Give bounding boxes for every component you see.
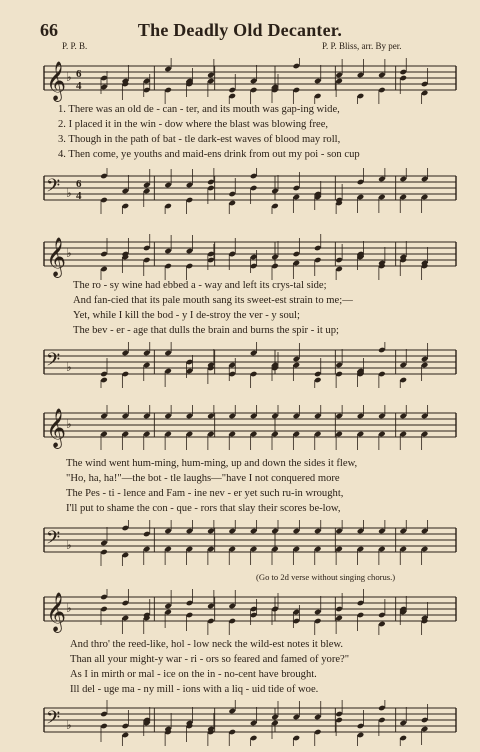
staff-engraving [44, 589, 456, 635]
credit-right: P. P. Bliss, arr. By per. [322, 41, 402, 51]
system-1-treble-staff [0, 58, 480, 104]
system-3-lyric-verse-4: I'll put to shame the con - que - rors that slay their scores be-low, [66, 503, 341, 514]
flat-sign-icon: ♭ [66, 538, 72, 552]
staff-engraving [44, 700, 456, 746]
flat-sign-icon: ♭ [66, 718, 72, 732]
system-4-bass-staff [0, 700, 480, 746]
system-2-bass-staff [0, 342, 480, 388]
system-2-lyric-verse-4: The bev - er - age that dulls the brain and burns the spir - it up; [73, 325, 339, 336]
system-4-lyric-verse-1: And thro' the reed-like, hol - low neck the wild-est notes it blew. [70, 639, 344, 650]
system-1-bass-staff [0, 168, 480, 214]
page-number: 66 [40, 20, 58, 40]
system-3-lyric-verse-2: "Ho, ha, ha!"—the bot - tle laughs—"have I not conquered more [66, 473, 340, 484]
flat-sign-icon: ♭ [66, 360, 72, 374]
treble-clef-icon: 𝄞 [46, 592, 67, 632]
flat-sign-icon: ♭ [66, 246, 72, 260]
treble-clef-icon: 𝄞 [46, 61, 67, 101]
chorus-note: (Go to 2d verse without singing chorus.) [256, 572, 396, 582]
staff-engraving [44, 405, 456, 450]
system-2-lyric-verse-3: Yet, while I kill the bod - y I de-stroy the ver - y soul; [73, 310, 300, 321]
bass-clef-icon: 𝄢 [46, 528, 61, 553]
flat-sign-icon: ♭ [66, 186, 72, 200]
system-2-lyric-verse-2: And fan-cied that its pale mouth sang its sweet-est strain to me;— [73, 295, 353, 306]
system-3-treble-staff [0, 405, 480, 451]
system-1-lyric-verse-1: 1. There was an old de - can - ter, and its mouth was gap-ing wide, [58, 104, 340, 115]
flat-sign-icon: ♭ [66, 601, 72, 615]
system-3-lyric-verse-1: The wind went hum-ming, hum-ming, up and down the sides it flew, [66, 458, 358, 469]
hymn-title: The Deadly Old Decanter. [137, 20, 343, 40]
flat-sign-icon: ♭ [66, 417, 72, 431]
staff-engraving [44, 58, 456, 104]
system-2-treble-staff [0, 234, 480, 280]
svg-text:4: 4 [76, 80, 82, 92]
system-4-lyric-verse-4: Ill del - uge ma - ny mill - ions with a liq - uid tide of woe. [70, 684, 319, 695]
staff-engraving [44, 168, 456, 214]
staff-engraving [44, 520, 456, 566]
treble-clef-icon: 𝄞 [46, 237, 67, 277]
system-2-lyric-verse-1: The ro - sy wine had ebbed a - way and left its crys-tal side; [73, 280, 327, 291]
system-3-lyric-verse-3: The Pes - ti - lence and Fam - ine nev - er yet such ru-in wrought, [66, 488, 344, 499]
svg-text:6: 6 [76, 68, 82, 80]
flat-sign-icon: ♭ [66, 70, 72, 84]
system-4-lyric-verse-3: As I in mirth or mal - ice on the in - no-cent have brought. [70, 669, 317, 680]
system-1-lyric-verse-3: 3. Though in the path of bat - tle dark-est waves of blood may roll, [58, 134, 341, 145]
system-4-lyric-verse-2: Than all your might-y war - ri - ors so feared and famed of yore?" [70, 654, 350, 665]
system-1-lyric-verse-2: 2. I placed it in the win - dow where the blast was blowing free, [58, 119, 329, 130]
system-3-bass-staff [0, 520, 480, 566]
system-4-treble-staff [0, 589, 480, 635]
bass-clef-icon: 𝄢 [46, 708, 61, 733]
treble-clef-icon: 𝄞 [46, 408, 67, 448]
svg-text:4: 4 [76, 190, 82, 202]
system-1-lyric-verse-4: 4. Then come, ye youths and maid-ens drink from out my poi - son cup [58, 149, 360, 160]
bass-clef-icon: 𝄢 [46, 350, 61, 375]
bass-clef-icon: 𝄢 [46, 176, 61, 201]
credit-left: P. P. B. [62, 41, 88, 51]
staff-engraving [44, 342, 456, 388]
staff-engraving [44, 234, 456, 280]
svg-text:6: 6 [76, 178, 82, 190]
